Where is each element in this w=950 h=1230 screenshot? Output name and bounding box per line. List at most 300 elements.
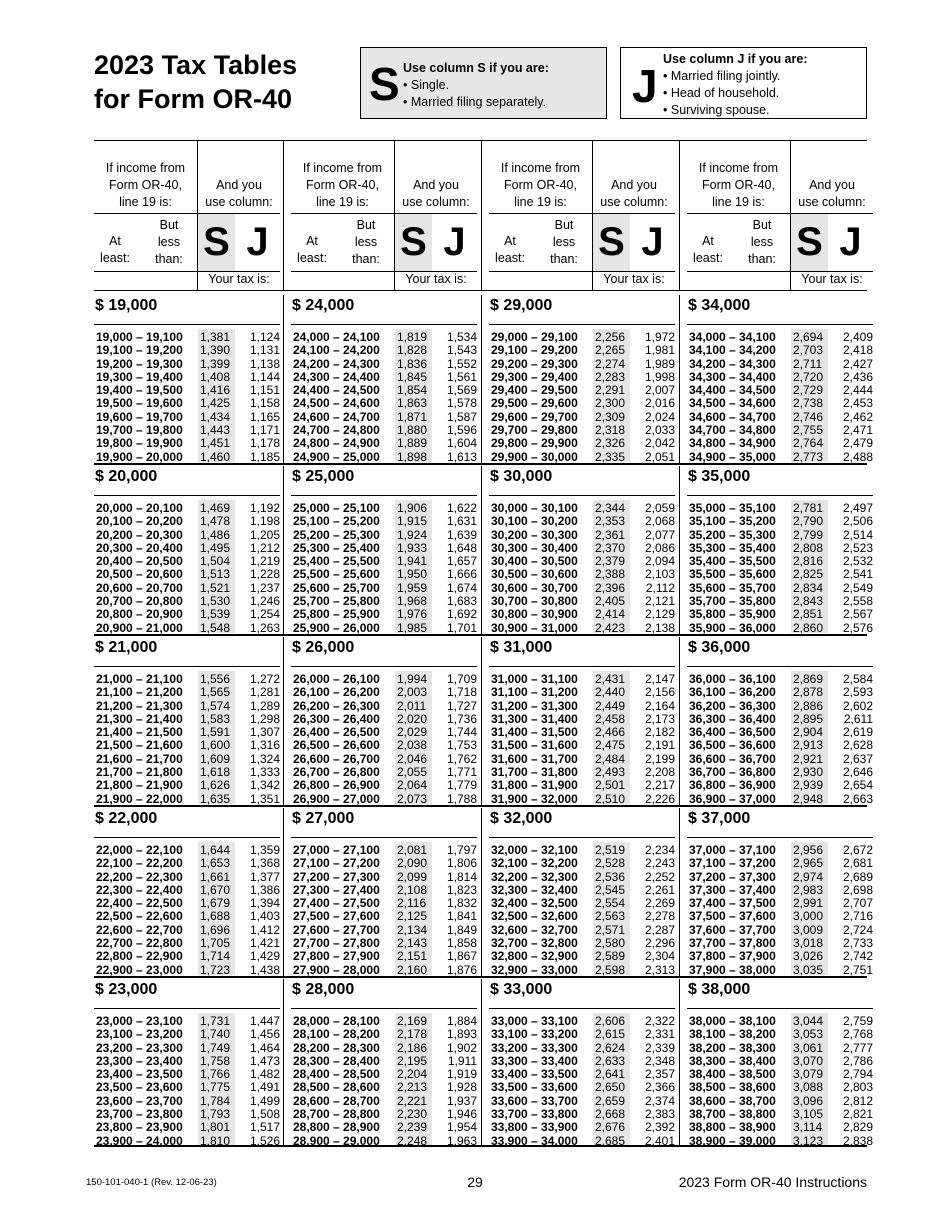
table-row [94,766,280,779]
s-tax-value: 2,011 [397,698,427,713]
j-tax-value: 2,418 [842,343,873,358]
j-tax-value: 2,628 [842,738,873,753]
j-tax-value: 1,394 [249,896,280,911]
table-row [687,713,873,726]
table-row [94,555,280,568]
s-tax-value: 3,079 [793,1067,824,1082]
s-tax-value: 3,009 [793,922,824,937]
j-tax-value: 1,622 [446,501,477,515]
table-row [687,397,873,410]
j-tax-value: 2,234 [644,843,675,857]
table-row [291,924,477,937]
s-tax-value: 1,898 [397,449,428,464]
s-tax-value: 1,434 [200,409,231,424]
group-rows [687,673,873,806]
income-range: 24,400 – 24,500 [293,383,380,398]
table-row [94,739,280,752]
s-tax-value: 2,291 [595,383,626,398]
j-tax-value: 1,158 [249,396,280,411]
income-range: 21,700 – 21,800 [96,765,183,780]
income-range: 29,900 – 30,000 [491,449,578,464]
s-tax-value: 3,018 [793,936,824,951]
j-tax-value: 1,359 [249,843,280,857]
s-tax-value: 1,696 [200,922,231,937]
table-row [687,371,873,384]
j-tax-value: 1,814 [446,869,477,884]
group-title: $ 33,000 [490,981,553,998]
table-row [291,779,477,792]
income-range: 20,600 – 20,700 [96,580,183,595]
but-less-than-header: But less than: [352,218,380,266]
income-group [687,467,873,633]
j-tax-value: 1,657 [446,554,477,569]
j-tax-value: 2,208 [644,765,675,780]
table-row [489,950,675,963]
s-tax-value: 2,589 [595,949,626,964]
s-tax-value: 2,843 [793,594,824,609]
income-range: 35,300 – 35,400 [689,540,776,555]
j-tax-value: 2,821 [842,1107,873,1122]
band-separator [94,805,867,807]
j-tax-value: 2,086 [644,540,675,555]
table-row [94,924,280,937]
j-tax-value: 2,541 [842,567,873,582]
j-tax-value: 1,368 [249,856,280,871]
income-range: 27,200 – 27,300 [293,869,380,884]
j-tax-value: 1,674 [446,580,477,595]
s-tax-value: 3,114 [793,1120,823,1135]
j-tax-value: 2,278 [644,909,675,924]
j-tax-value: 2,059 [644,501,675,515]
table-row [687,595,873,608]
s-tax-value: 1,539 [200,607,231,622]
j-tax-value: 2,733 [842,936,873,951]
j-tax-value: 2,549 [842,580,873,595]
s-tax-value: 1,521 [200,580,231,595]
group-rows [291,673,477,806]
j-tax-value: 1,272 [249,672,280,686]
column-j-item: • Surviving spouse. [663,102,807,119]
income-range: 30,200 – 30,300 [491,527,578,542]
j-tax-value: 1,963 [446,1133,477,1148]
j-tax-value: 2,269 [644,896,675,911]
s-tax-value: 1,679 [200,896,231,911]
j-tax-value: 2,471 [842,423,873,438]
table-row [94,384,280,397]
income-group [687,296,873,462]
s-tax-value: 1,591 [200,725,231,740]
income-group [291,296,477,462]
s-tax-value: 1,390 [200,343,231,358]
group-title: $ 19,000 [95,297,158,314]
group-title: $ 36,000 [688,639,751,656]
group-rows [94,844,280,977]
j-tax-value: 1,289 [249,698,280,713]
j-tax-value: 2,173 [644,711,675,726]
income-range: 22,900 – 23,000 [96,962,183,977]
s-tax-value: 2,790 [793,514,824,529]
s-tax-value: 1,635 [200,791,231,806]
s-tax-value: 1,845 [397,369,428,384]
but-less-than-header: But less than: [550,218,578,266]
table-row [687,1015,873,1028]
income-range: 19,200 – 19,300 [96,356,183,371]
table-row [291,857,477,870]
s-tax-value: 2,046 [397,751,428,766]
s-tax-value: 2,895 [793,711,824,726]
table-row [489,371,675,384]
j-tax-value: 1,639 [446,527,477,542]
band-separator [94,634,867,636]
s-tax-value: 2,746 [793,409,824,424]
s-tax-value: 1,653 [200,856,231,871]
table-row [687,622,873,635]
s-tax-value: 2,090 [397,856,428,871]
income-range: 23,100 – 23,200 [96,1027,183,1042]
income-range: 28,400 – 28,500 [293,1067,380,1082]
income-range: 31,500 – 31,600 [491,738,578,753]
j-tax-value: 1,464 [249,1040,280,1055]
j-tax-value: 1,254 [249,607,280,622]
at-least-header: At least: [297,234,327,265]
income-range: 31,700 – 31,800 [491,765,578,780]
s-tax-value: 2,641 [595,1067,626,1082]
j-tax-value: 2,479 [842,436,873,451]
income-group [291,809,477,975]
income-range: 37,700 – 37,800 [689,936,776,951]
s-column-header: S [400,220,427,264]
table-row [291,424,477,437]
j-tax-value: 1,552 [446,356,477,371]
s-tax-value: 2,808 [793,540,824,555]
table-row [291,451,477,464]
s-tax-value: 2,064 [397,778,428,793]
j-tax-value: 1,928 [446,1080,477,1095]
income-range: 29,500 – 29,600 [491,396,578,411]
group-rule [489,837,675,838]
page-title [94,48,344,116]
j-tax-value: 1,124 [249,330,280,344]
income-range: 37,600 – 37,700 [689,922,776,937]
s-tax-value: 1,705 [200,936,231,951]
s-tax-value: 3,123 [793,1133,824,1148]
s-tax-value: 2,694 [793,330,824,344]
income-range: 34,600 – 34,700 [689,409,776,424]
table-row [291,1081,477,1094]
j-tax-value: 2,707 [842,896,873,911]
income-range: 22,800 – 22,900 [96,949,183,964]
income-range: 37,300 – 37,400 [689,882,776,897]
s-tax-value: 2,423 [595,620,626,635]
j-tax-value: 2,724 [842,922,873,937]
j-tax-value: 2,348 [644,1053,675,1068]
income-range: 26,200 – 26,300 [293,698,380,713]
income-range: 27,400 – 27,500 [293,896,380,911]
income-range: 21,000 – 21,100 [96,672,183,686]
income-range-header: If income from Form OR-40, line 19 is: [302,161,383,209]
table-row [687,700,873,713]
j-tax-value: 1,867 [446,949,477,964]
j-tax-value: 2,427 [842,356,873,371]
table-row [489,424,675,437]
table-header-group [94,141,280,290]
income-range: 36,500 – 36,600 [689,738,776,753]
s-tax-value: 2,458 [595,711,626,726]
j-tax-value: 2,672 [842,843,873,857]
table-row [687,331,873,344]
j-tax-value: 1,569 [446,383,477,398]
group-rows [94,502,280,635]
column-s-item: • Married filing separately. [403,94,549,111]
j-tax-value: 1,893 [446,1027,477,1042]
j-tax-value: 1,954 [446,1120,477,1135]
s-tax-value: 2,615 [595,1027,626,1042]
column-j-item: • Married filing jointly. [663,68,807,85]
column-divider [481,466,482,634]
s-tax-value: 2,519 [595,843,626,857]
s-tax-value: 1,443 [200,423,231,438]
j-tax-value: 2,523 [842,540,873,555]
j-tax-value: 1,185 [249,449,280,464]
j-tax-value: 1,447 [249,1014,280,1028]
j-tax-value: 1,377 [249,869,280,884]
j-tax-value: 1,753 [446,738,477,753]
s-tax-value: 3,061 [793,1040,824,1055]
income-range: 29,800 – 29,900 [491,436,578,451]
s-tax-value: 2,878 [793,685,824,700]
s-tax-value: 1,661 [200,869,231,884]
j-tax-value: 2,462 [842,409,873,424]
header-column-divider [679,141,680,290]
s-tax-value: 1,985 [397,620,428,635]
j-tax-value: 2,042 [644,436,675,451]
j-tax-value: 1,683 [446,594,477,609]
s-tax-value: 2,134 [397,922,428,937]
income-range: 35,200 – 35,300 [689,527,776,542]
income-group [291,980,477,1146]
band-separator [94,976,867,978]
j-tax-value: 2,164 [644,698,675,713]
table-row [291,542,477,555]
j-tax-value: 2,619 [842,725,873,740]
table-row [687,437,873,450]
income-range: 36,800 – 36,900 [689,778,776,793]
group-rule [687,837,873,838]
table-row [94,844,280,857]
table-row [291,950,477,963]
s-tax-value: 2,633 [595,1053,626,1068]
s-tax-value: 2,073 [397,791,428,806]
column-divider [679,808,680,976]
s-tax-value: 1,933 [397,540,428,555]
s-tax-value: 2,178 [397,1027,428,1042]
table-row [94,344,280,357]
j-tax-value: 1,144 [249,369,280,384]
income-range: 33,800 – 33,900 [491,1120,578,1135]
income-range: 28,900 – 29,000 [293,1133,380,1148]
table-row [687,451,873,464]
income-range: 25,500 – 25,600 [293,567,380,582]
table-header-bottom-rule [94,290,867,291]
s-tax-value: 1,618 [200,765,231,780]
s-tax-value: 2,353 [595,514,626,529]
j-tax-value: 2,147 [644,672,675,686]
table-row [687,608,873,621]
j-tax-value: 1,998 [644,369,675,384]
income-range: 19,600 – 19,700 [96,409,183,424]
j-tax-value: 2,593 [842,685,873,700]
s-tax-value: 2,554 [595,896,626,911]
header-rule [94,213,280,214]
j-tax-value: 2,751 [842,962,873,977]
table-row [687,1095,873,1108]
group-rule [291,1008,477,1009]
income-range: 24,600 – 24,700 [293,409,380,424]
j-tax-value: 1,246 [249,594,280,609]
group-rows [687,331,873,464]
table-row [489,1068,675,1081]
income-range: 21,500 – 21,600 [96,738,183,753]
group-rows [291,844,477,977]
table-row [291,529,477,542]
j-tax-value: 2,357 [644,1067,675,1082]
s-tax-value: 1,959 [397,580,428,595]
income-range: 34,800 – 34,900 [689,436,776,451]
j-tax-value: 2,532 [842,554,873,569]
j-tax-value: 2,138 [644,620,675,635]
income-range: 35,800 – 35,900 [689,607,776,622]
column-s-item: • Single. [403,77,549,94]
income-range: 34,100 – 34,200 [689,343,776,358]
j-tax-value: 1,171 [249,423,280,438]
j-tax-value: 1,151 [249,383,280,398]
column-j-info [663,51,807,119]
your-tax-header: Your tax is: [208,272,270,286]
income-range: 22,100 – 22,200 [96,856,183,871]
table-row [489,384,675,397]
income-range: 34,900 – 35,000 [689,449,776,464]
income-range: 21,300 – 21,400 [96,711,183,726]
s-tax-value: 3,070 [793,1053,824,1068]
table-row [687,753,873,766]
table-row [687,910,873,923]
income-range: 25,800 – 25,900 [293,607,380,622]
table-row [94,1108,280,1121]
j-tax-value: 1,438 [249,962,280,977]
j-tax-value: 1,307 [249,725,280,740]
group-title: $ 23,000 [95,981,158,998]
column-divider [283,808,284,976]
j-tax-value: 2,742 [842,949,873,964]
header-divider [197,141,198,290]
income-range: 38,800 – 38,900 [689,1120,776,1135]
table-row [291,1042,477,1055]
j-tax-value: 2,698 [842,882,873,897]
income-range: 24,900 – 25,000 [293,449,380,464]
income-range: 26,300 – 26,400 [293,711,380,726]
group-title: $ 29,000 [490,297,553,314]
s-tax-value: 1,731 [200,1014,231,1028]
table-row [94,964,280,977]
table-row [687,1081,873,1094]
s-tax-value: 2,956 [793,843,824,857]
j-tax-value: 1,806 [446,856,477,871]
income-range: 28,700 – 28,800 [293,1107,380,1122]
s-tax-value: 2,983 [793,882,824,897]
income-range: 31,800 – 31,900 [491,778,578,793]
table-row [94,371,280,384]
table-row [94,793,280,806]
table-row [489,844,675,857]
j-tax-value: 1,604 [446,436,477,451]
table-row [687,384,873,397]
table-row [291,515,477,528]
column-divider [481,808,482,976]
table-row [94,673,280,686]
table-row [291,582,477,595]
s-tax-value: 2,755 [793,423,824,438]
s-tax-value: 2,563 [595,909,626,924]
s-tax-value: 1,863 [397,396,428,411]
j-tax-value: 1,841 [446,909,477,924]
j-tax-value: 2,453 [842,396,873,411]
income-range: 19,300 – 19,400 [96,369,183,384]
column-divider [283,979,284,1145]
column-divider [283,637,284,805]
table-row [94,397,280,410]
income-range: 35,700 – 35,800 [689,594,776,609]
income-range: 22,400 – 22,500 [96,896,183,911]
income-range: 20,400 – 20,500 [96,554,183,569]
table-row [94,331,280,344]
s-tax-value: 2,361 [595,527,626,542]
s-tax-value: 1,574 [200,698,231,713]
income-range: 26,800 – 26,900 [293,778,380,793]
income-range: 38,000 – 38,100 [689,1014,776,1028]
j-tax-value: 1,692 [446,607,477,622]
income-range: 23,900 – 24,000 [96,1133,183,1148]
income-range: 31,300 – 31,400 [491,711,578,726]
table-row [489,595,675,608]
j-tax-value: 1,919 [446,1067,477,1082]
income-range: 28,100 – 28,200 [293,1027,380,1042]
income-range: 33,900 – 34,000 [491,1133,578,1148]
group-rule [291,837,477,838]
table-row [291,384,477,397]
j-tax-value: 1,613 [446,449,477,464]
s-tax-value: 1,924 [397,527,428,542]
s-tax-value: 2,248 [397,1133,428,1148]
j-tax-value: 1,491 [249,1080,280,1095]
table-row [291,555,477,568]
s-tax-value: 1,758 [200,1053,231,1068]
income-range: 20,500 – 20,600 [96,567,183,582]
table-row [489,331,675,344]
group-title: $ 31,000 [490,639,553,656]
table-row [489,582,675,595]
table-row [291,739,477,752]
income-range: 36,200 – 36,300 [689,698,776,713]
table-row [291,358,477,371]
table-row [291,964,477,977]
income-range: 20,800 – 20,900 [96,607,183,622]
s-tax-value: 1,810 [200,1133,231,1148]
table-row [687,424,873,437]
j-tax-value: 2,794 [842,1067,873,1082]
table-row [489,964,675,977]
income-range: 33,500 – 33,600 [491,1080,578,1095]
table-row [687,515,873,528]
